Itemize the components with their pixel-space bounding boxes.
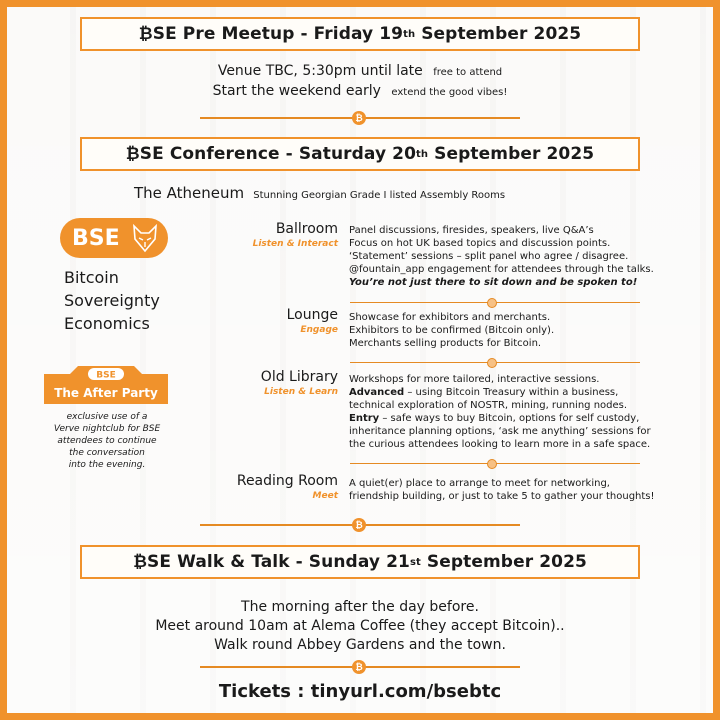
pre-meetup-tagline-note: extend the good vibes! [391, 87, 508, 98]
room-desc-text: – safe ways to buy Bitcoin, options for self custody, [379, 413, 640, 424]
conference-title-suffix: September 2025 [428, 144, 595, 164]
bse-logo-text: BSE [72, 225, 120, 251]
walk-talk-line: The morning after the day before. [241, 599, 479, 615]
bitcoin-coin-icon: ₿ [352, 518, 366, 532]
bitcoin-coin-icon: ₿ [352, 111, 366, 125]
room-sub-ballroom: Listen & Interact [252, 239, 338, 249]
room-sub-old-library: Listen & Learn [264, 387, 338, 397]
walk-talk-title-sup: st [409, 556, 421, 568]
room-name-reading-room: Reading Room [236, 473, 338, 489]
pre-meetup-venue-line [0, 63, 720, 79]
room-desc-line: Panel discussions, firesides, speakers, live Q&A’s [349, 225, 594, 236]
room-desc-bold: Advanced [349, 387, 405, 398]
room-desc-text: – using Bitcoin Treasury within a business, [404, 387, 619, 398]
brand-name [64, 266, 160, 335]
room-desc-lounge [349, 311, 694, 350]
room-desc-line: ‘Statement’ sessions – split panel who agree / disagree. [349, 251, 629, 262]
pre-meetup-venue: Venue TBC, 5:30pm until late [217, 63, 423, 79]
wolf-head-icon [130, 223, 160, 253]
room-desc-bold: Entry [349, 413, 380, 424]
walk-talk-title-prefix: ₿SE Walk & Talk - Sunday 21 [133, 552, 410, 572]
pre-meetup-tagline-line [0, 83, 720, 99]
conference-banner [80, 137, 640, 171]
conference-title-sup: th [416, 148, 429, 160]
conference-venue-name: The Atheneum [134, 184, 245, 202]
conference-title-prefix: ₿SE Conference - Saturday 20 [125, 144, 417, 164]
conference-venue [134, 183, 505, 202]
conference-venue-desc: Stunning Georgian Grade I listed Assembly Rooms [253, 190, 506, 201]
room-desc-line: the curious attendees looking to learn more in a safe space. [349, 439, 651, 450]
room-desc-line [349, 412, 694, 425]
after-party-line: the conversation [69, 448, 145, 458]
walk-talk-banner [80, 545, 640, 579]
tickets-link: Tickets : tinyurl.com/bsebtc [218, 681, 502, 702]
walk-talk-line: Walk round Abbey Gardens and the town. [214, 637, 506, 653]
after-party-badge-logo: BSE [96, 370, 116, 381]
room-desc-line: technical exploration of NOSTR, mining, running nodes. [349, 400, 628, 411]
pre-meetup-title-suffix: September 2025 [415, 24, 582, 44]
walk-talk-details [0, 598, 720, 655]
room-desc-line: Exhibitors to be confirmed (Bitcoin only). [349, 325, 555, 336]
walk-talk-title-suffix: September 2025 [420, 552, 587, 572]
pre-meetup-title-prefix: ₿SE Pre Meetup - Friday 19 [138, 24, 404, 44]
brand-name-line1: Bitcoin [64, 268, 119, 287]
after-party-title: The After Party [54, 386, 158, 400]
pre-meetup-title-sup: th [403, 28, 416, 40]
room-sub-reading-room: Meet [312, 491, 338, 501]
room-desc-line: Merchants selling products for Bitcoin. [349, 338, 542, 349]
room-desc-ballroom [349, 224, 694, 289]
walk-talk-line: Meet around 10am at Alema Coffee (they accept Bitcoin).. [155, 618, 565, 634]
bse-logo [60, 218, 168, 258]
room-divider [350, 298, 640, 308]
room-desc-line: @fountain_app engagement for attendees through the talks. [349, 264, 654, 275]
pre-meetup-tagline: Start the weekend early [212, 83, 381, 99]
room-divider [350, 459, 640, 469]
room-name-old-library: Old Library [260, 369, 338, 385]
after-party-badge [42, 366, 170, 408]
pre-meetup-banner [80, 17, 640, 51]
room-sub-lounge: Engage [300, 325, 338, 335]
after-party-description [40, 411, 174, 471]
section-divider [200, 111, 520, 125]
brand-name-line2: Sovereignty [64, 291, 160, 310]
room-desc-line: A quiet(er) place to arrange to meet for networking, [349, 478, 610, 489]
bitcoin-coin-icon: ₿ [352, 660, 366, 674]
room-name-lounge: Lounge [286, 307, 338, 323]
room-desc-line: inheritance planning options, ‘ask me anything’ sessions for [349, 426, 651, 437]
room-name-ballroom: Ballroom [275, 221, 338, 237]
room-divider [350, 358, 640, 368]
room-desc-line: Workshops for more tailored, interactive sessions. [349, 374, 600, 385]
room-desc-reading-room [349, 477, 694, 503]
room-desc-old-library [349, 373, 694, 451]
room-desc-line: friendship building, or just to take 5 to gather your thoughts! [349, 491, 655, 502]
after-party-line: exclusive use of a [66, 412, 148, 422]
brand-name-line3: Economics [64, 314, 150, 333]
after-party-line: Verve nightclub for BSE [53, 424, 161, 434]
section-divider [200, 660, 520, 674]
room-desc-line: Focus on hot UK based topics and discussion points. [349, 238, 611, 249]
after-party-line: attendees to continue [57, 436, 157, 446]
room-desc-line [349, 386, 694, 399]
section-divider [200, 518, 520, 532]
after-party-line: into the evening. [68, 460, 146, 470]
pre-meetup-venue-note: free to attend [433, 67, 503, 78]
room-desc-line: Showcase for exhibitors and merchants. [349, 312, 551, 323]
room-desc-line: You’re not just there to sit down and be spoken to! [349, 277, 638, 288]
